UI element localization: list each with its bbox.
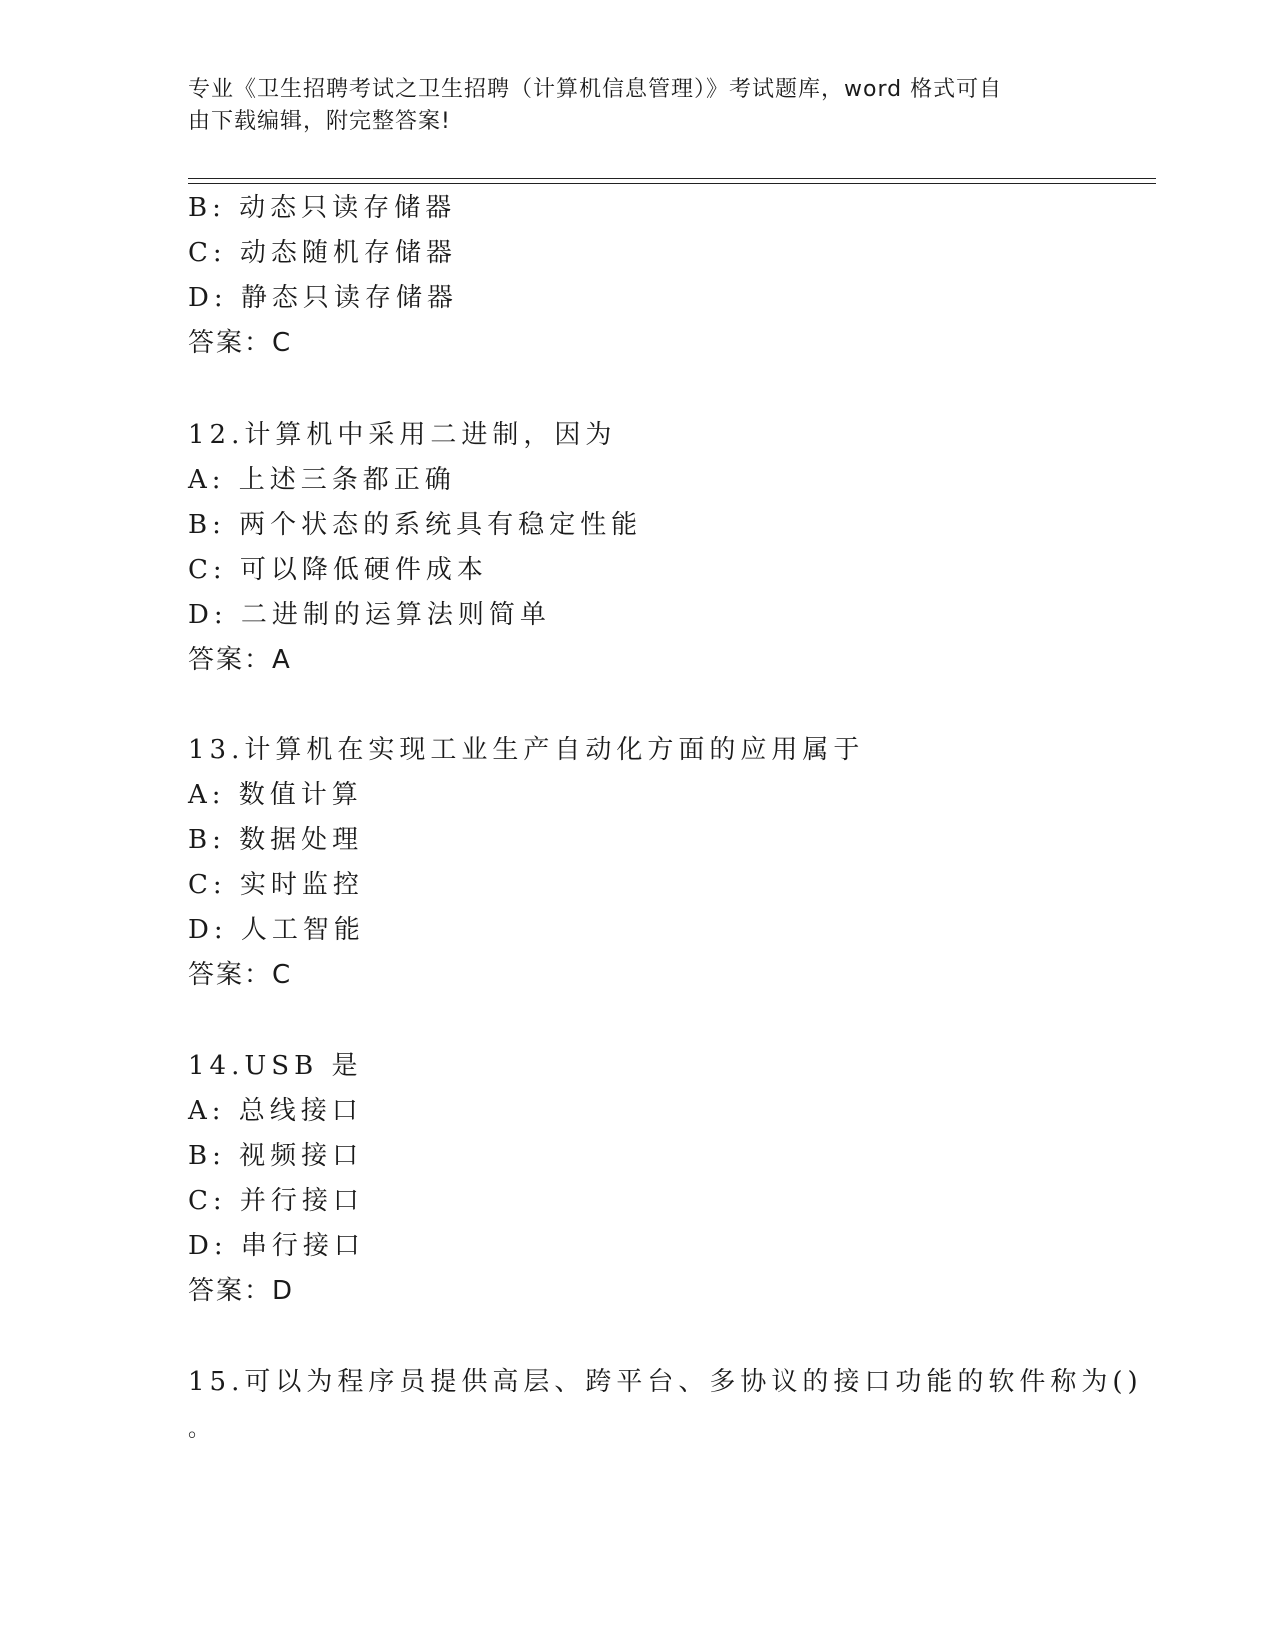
q14-answer: 答案：D [188,1276,295,1306]
q14-option-c: C: 并行接口 [188,1186,364,1216]
q12-answer: 答案：A [188,645,292,675]
header-line-1: 专业《卫生招聘考试之卫生招聘（计算机信息管理）》考试题库，word 格式可自 [188,77,1003,102]
q15-stem: 15.可以为程序员提供高层、跨平台、多协议的接口功能的软件称为() [188,1367,1143,1397]
q14-option-d: D: 串行接口 [188,1231,365,1261]
q15-stem-continuation: 。 [188,1417,216,1442]
q13-option-d: D: 人工智能 [188,915,365,945]
q14-option-b: B: 视频接口 [188,1141,364,1171]
q13-answer: 答案：C [188,960,293,990]
q12-option-d: D: 二进制的运算法则简单 [188,600,551,630]
header-divider-bottom [188,183,1156,184]
header-line-2: 由下载编辑，附完整答案! [188,109,451,134]
q13-option-c: C: 实时监控 [188,870,364,900]
document-header [188,74,1088,138]
q12-option-a: A: 上述三条都正确 [188,465,456,495]
q13-option-a: A: 数值计算 [188,780,363,810]
q13-option-b: B: 数据处理 [188,825,364,855]
q14-option-a: A: 总线接口 [188,1096,363,1126]
q11-option-d: D: 静态只读存储器 [188,283,458,313]
header-divider-top [188,178,1156,179]
q12-option-c: C: 可以降低硬件成本 [188,555,488,585]
q14-stem: 14.USB 是 [188,1051,363,1081]
q12-option-b: B: 两个状态的系统具有稳定性能 [188,510,643,540]
q11-answer: 答案：C [188,328,293,358]
q11-option-c: C: 动态随机存储器 [188,238,457,268]
q13-stem: 13.计算机在实现工业生产自动化方面的应用属于 [188,735,865,765]
q12-stem: 12.计算机中采用二进制，因为 [188,420,617,450]
q11-option-b: B: 动态只读存储器 [188,193,457,223]
